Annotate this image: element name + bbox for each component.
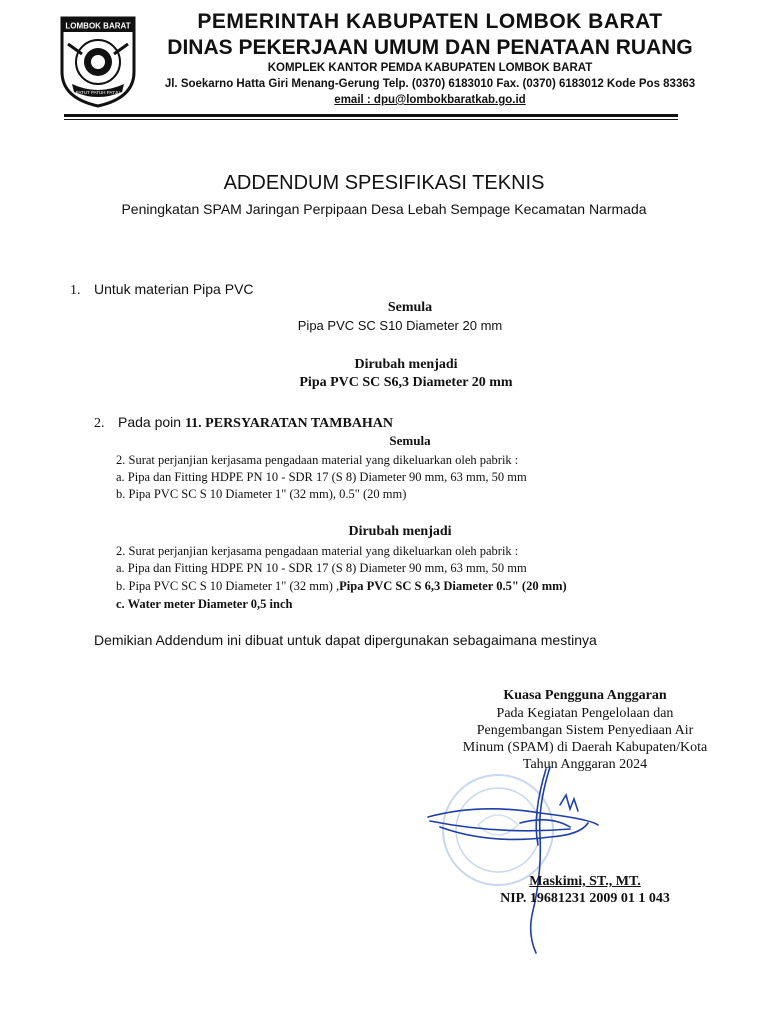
item2-dirubah-line-c: c. Water meter Diameter 0,5 inch — [116, 597, 293, 611]
item2-number: 2. — [94, 416, 105, 431]
item2-semula-line: 2. Surat perjanjian kerjasama pengadaan material yang dikeluarkan oleh pabrik : — [116, 453, 519, 467]
item1-dirubah-text: Pipa PVC SC S6,3 Diameter 20 mm — [299, 375, 513, 390]
regency-logo — [58, 14, 138, 108]
document-subtitle: Peningkatan SPAM Jaringan Perpipaan Desa Lebah Sempage Kecamatan Narmada — [121, 201, 647, 217]
item1-dirubah-heading: Dirubah menjadi — [354, 357, 458, 372]
document-title: ADDENDUM SPESIFIKASI TEKNIS — [223, 172, 545, 194]
item1-number: 1. — [70, 283, 81, 298]
signatory-line: Tahun Anggaran 2024 — [522, 757, 648, 772]
header-rule-thick — [64, 114, 678, 117]
office-email: email : dpu@lombokbaratkab.go.id — [334, 94, 526, 106]
header-rule-thin — [64, 119, 678, 120]
signatory-name: Maskimi, ST., MT. — [529, 874, 641, 889]
office-address: Jl. Soekarno Hatta Giri Menang-Gerung Telp. (0370) 6183010 Fax. (0370) 6183012 Kode Pos 83363 — [164, 78, 696, 90]
item1-semula-heading: Semula — [387, 300, 433, 315]
office-complex: KOMPLEK KANTOR PEMDA KABUPATEN LOMBOK BARAT — [267, 62, 593, 74]
item1-label: Untuk materian Pipa PVC — [94, 281, 254, 297]
signatory-role: Kuasa Pengguna Anggaran — [503, 688, 667, 703]
government-name: PEMERINTAH KABUPATEN LOMBOK BARAT — [197, 10, 663, 33]
closing-statement: Demikian Addendum ini dibuat untuk dapat dipergunakan sebagaimana mestinya — [94, 632, 597, 648]
item2-semula-line: a. Pipa dan Fitting HDPE PN 10 - SDR 17 (S 8) Diameter 90 mm, 63 mm, 50 mm — [116, 470, 527, 484]
signatory-line: Pada Kegiatan Pengelolaan dan — [496, 706, 674, 721]
logo-text-top: LOMBOK BARAT — [65, 21, 131, 31]
item2-semula-line: b. Pipa PVC SC S 10 Diameter 1" (32 mm), 0.5" (20 mm) — [116, 487, 407, 501]
item2-semula-heading: Semula — [389, 433, 431, 448]
logo-text-bottom: PATUT PATUH PATJU — [75, 90, 121, 95]
signatory-nip: NIP. 19681231 2009 01 1 043 — [500, 891, 670, 906]
agency-name: DINAS PEKERJAAN UMUM DAN PENATAAN RUANG — [167, 36, 693, 59]
signatory-line: Pengembangan Sistem Penyediaan Air — [476, 723, 694, 738]
signatory-line: Minum (SPAM) di Daerah Kabupaten/Kota — [462, 740, 708, 755]
item2-dirubah-line-b: b. Pipa PVC SC S 10 Diameter 1" (32 mm) ,Pipa PVC SC S 6,3 Diameter 0.5" (20 mm) — [116, 579, 567, 593]
item2-dirubah-line: a. Pipa dan Fitting HDPE PN 10 - SDR 17 (S 8) Diameter 90 mm, 63 mm, 50 mm — [116, 561, 527, 575]
item2-dirubah-line: 2. Surat perjanjian kerjasama pengadaan material yang dikeluarkan oleh pabrik : — [116, 544, 519, 558]
item1-semula-text: Pipa PVC SC S10 Diameter 20 mm — [297, 318, 503, 333]
item2-label: Pada poin 11. PERSYARATAN TAMBAHAN — [118, 414, 394, 431]
handwritten-signature — [420, 765, 620, 955]
item2-dirubah-heading: Dirubah menjadi — [348, 524, 452, 539]
